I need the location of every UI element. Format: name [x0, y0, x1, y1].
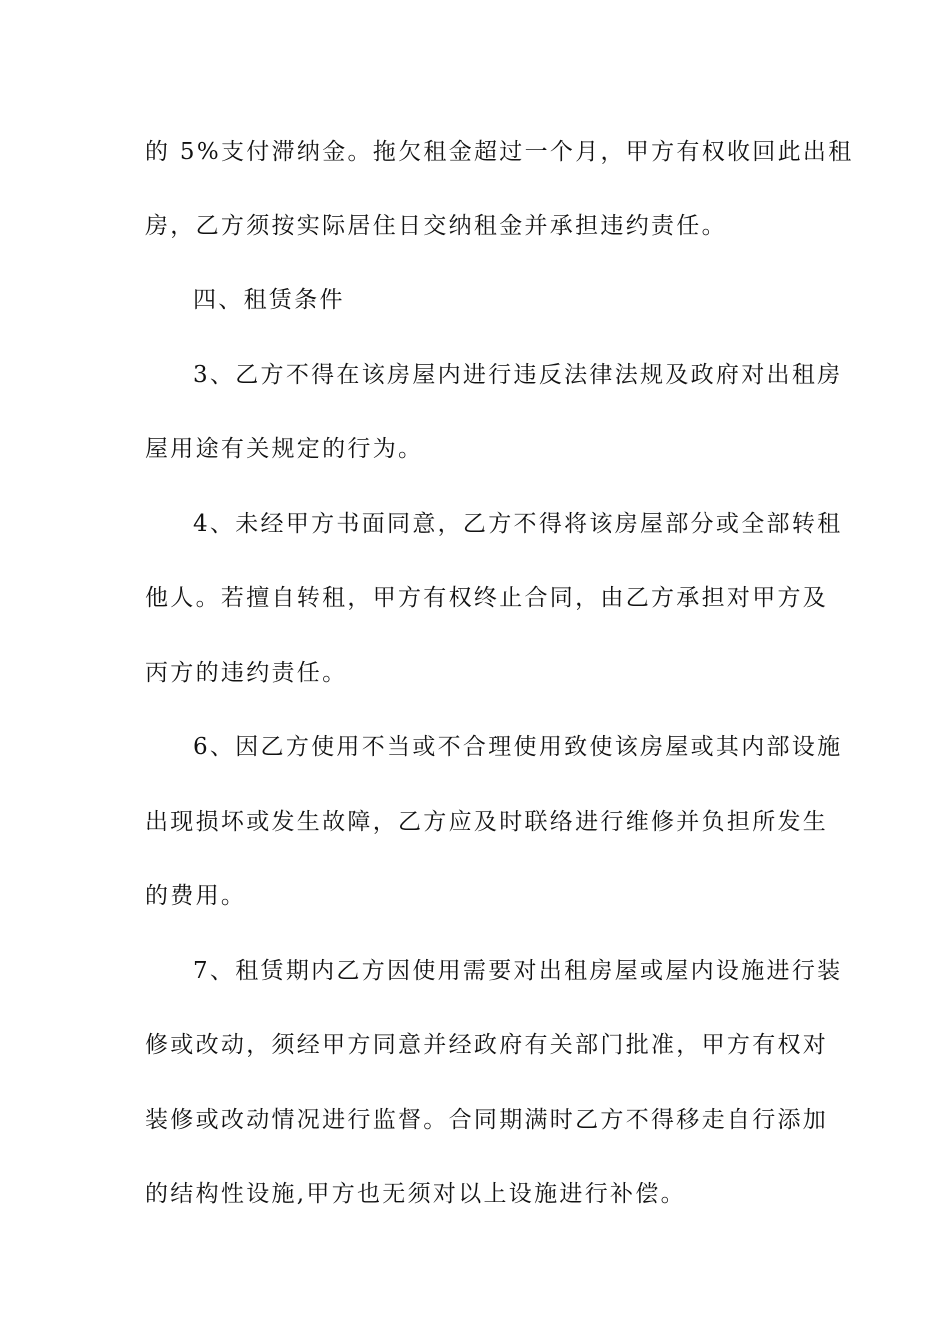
- paragraph-line: 的 5%支付滞纳金。拖欠租金超过一个月，甲方有权收回此出租: [145, 139, 854, 165]
- paragraph-line: 7、租赁期内乙方因使用需要对出租房屋或屋内设施进行装: [193, 958, 843, 984]
- paragraph-line: 4、未经甲方书面同意，乙方不得将该房屋部分或全部转租: [193, 511, 843, 537]
- section-heading: 四、租赁条件: [193, 287, 345, 313]
- paragraph-line: 装修或改动情况进行监督。合同期满时乙方不得移走自行添加: [145, 1107, 829, 1133]
- paragraph-line: 6、因乙方使用不当或不合理使用致使该房屋或其内部设施: [193, 734, 843, 760]
- paragraph-line: 他人。若擅自转租，甲方有权终止合同，由乙方承担对甲方及: [145, 585, 829, 611]
- paragraph-line: 修或改动，须经甲方同意并经政府有关部门批准，甲方有权对: [145, 1032, 829, 1058]
- paragraph-line: 屋用途有关规定的行为。: [145, 436, 424, 462]
- paragraph-line: 房，乙方须按实际居住日交纳租金并承担违约责任。: [145, 213, 727, 239]
- paragraph-line: 3、乙方不得在该房屋内进行违反法律法规及政府对出租房: [193, 362, 843, 388]
- paragraph-line: 的结构性设施,甲方也无须对以上设施进行补偿。: [145, 1181, 686, 1207]
- paragraph-line: 丙方的违约责任。: [145, 660, 348, 686]
- paragraph-line: 的费用。: [145, 883, 247, 909]
- paragraph-line: 出现损坏或发生故障，乙方应及时联络进行维修并负担所发生: [145, 809, 829, 835]
